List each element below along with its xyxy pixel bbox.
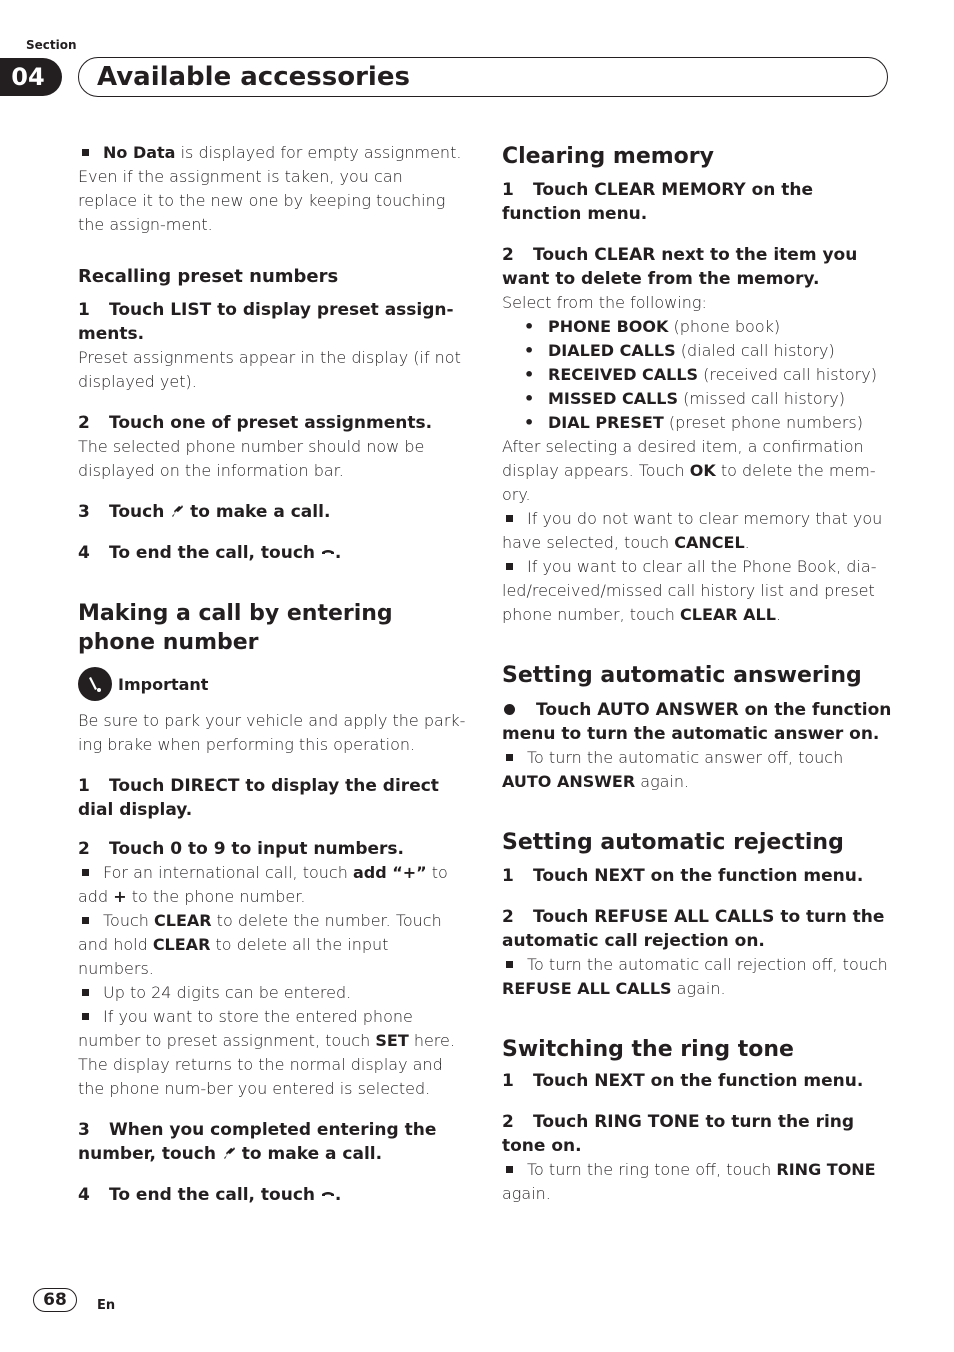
para-text: After selecting a desired item, a confirmation display appears. Touch (502, 437, 864, 480)
step-number: 4 (78, 1185, 90, 1205)
step-text: Touch LIST to display preset assign-ments. (78, 300, 454, 344)
note-term: REFUSE ALL CALLS (502, 979, 672, 998)
clear-option-received-calls (502, 363, 892, 387)
note-text: If you want to store the entered phone number to preset assignment, touch (78, 1007, 413, 1050)
note-text: is displayed for empty assignment. (175, 143, 462, 162)
clear-after-paragraph (502, 435, 892, 507)
note-square-icon (506, 754, 513, 761)
clear-option-missed-calls (502, 387, 892, 411)
make-step-1 (78, 774, 466, 822)
ok-term: OK (689, 461, 716, 480)
phone-hangup-icon (321, 1187, 335, 1201)
note-term: SET (375, 1031, 409, 1050)
page-title (78, 57, 888, 97)
bullet-icon: • (524, 365, 535, 384)
option-term: DIALED CALLS (548, 341, 676, 360)
important-paragraph: Be sure to park your vehicle and apply the park-ing brake when performing this operation. (78, 711, 466, 754)
bullet-icon: • (524, 317, 535, 336)
step-number: 1 (502, 866, 514, 886)
note-text: If you do not want to clear memory that you have selected, touch (502, 509, 883, 552)
step-number: 2 (502, 907, 514, 927)
make-step-4 (78, 1183, 466, 1207)
no-data-term: No Data (103, 143, 176, 162)
note-term: AUTO ANSWER (502, 772, 636, 791)
step-text: Touch RING TONE to turn the ring tone on. (502, 1112, 855, 1156)
step-text: Touch CLEAR MEMORY on the function menu. (502, 180, 814, 224)
recall-step-3 (78, 500, 466, 524)
option-desc: (phone book) (668, 317, 781, 336)
step-number: 3 (78, 502, 90, 522)
note-text: . (744, 533, 750, 552)
step-number: 1 (78, 300, 90, 320)
step-number: 2 (78, 413, 90, 433)
note-square-icon (82, 917, 89, 924)
ring-note (502, 1158, 892, 1206)
make-note-4 (78, 1005, 466, 1101)
reject-note (502, 953, 892, 1001)
step-number: 2 (502, 245, 514, 265)
note-text: here. The display returns to the normal display and the phone num-ber you entered is selected. (78, 1031, 455, 1098)
note-text: . (775, 605, 782, 624)
clear-option-phone-book (502, 315, 892, 339)
option-desc: (preset phone numbers) (663, 413, 864, 432)
recall-step-1 (78, 298, 466, 346)
phone-hangup-icon (321, 545, 335, 559)
step-number: 1 (502, 180, 514, 200)
ring-step-2 (502, 1110, 892, 1158)
step-text: Touch DIRECT to display the direct dial display. (78, 776, 439, 820)
note-text: to delete all the input numbers. (78, 935, 389, 978)
recall-step-2-desc: The selected phone number should now be displayed on the information bar. (78, 437, 425, 480)
reject-step-1 (502, 864, 892, 888)
make-step-3 (78, 1118, 466, 1166)
step-text: Touch CLEAR next to the item you want to delete from the memory. (502, 245, 858, 289)
step-text: To end the call, touch (109, 1185, 321, 1205)
phone-call-icon (170, 504, 184, 518)
clearing-memory-heading: Clearing memory (502, 144, 714, 169)
note-term: CANCEL (674, 533, 745, 552)
note-text: To turn the ring tone off, touch (527, 1160, 777, 1179)
step-number: 1 (78, 776, 90, 796)
para-text: to delete the mem-ory. (502, 461, 876, 504)
option-term: DIAL PRESET (548, 413, 664, 432)
note-square-icon (82, 149, 89, 156)
note-term: CLEAR ALL (680, 605, 776, 624)
language-label: En (97, 1298, 116, 1313)
page-title-text: Available accessories (97, 62, 410, 92)
step-text: Touch REFUSE ALL CALLS to turn the automatic call rejection on. (502, 907, 885, 951)
note-term: CLEAR (154, 911, 212, 930)
note-text: Up to 24 digits can be entered. (103, 983, 352, 1002)
step-text-end: . (334, 1185, 342, 1205)
make-note-3 (78, 981, 466, 1005)
auto-answer-heading: Setting automatic answering (502, 663, 862, 688)
option-term: PHONE BOOK (548, 317, 669, 336)
making-call-heading: Making a call by entering phone number (78, 601, 393, 655)
note-square-icon (506, 1166, 513, 1173)
clear-option-dialed-calls (502, 339, 892, 363)
step-number: 1 (502, 1071, 514, 1091)
step-text-end: to make a call. (184, 502, 331, 522)
page-number: 68 (33, 1288, 77, 1312)
note-square-icon (506, 563, 513, 570)
step-text: Touch NEXT on the function menu. (533, 866, 864, 886)
ring-step-1 (502, 1069, 892, 1093)
note-text: If you want to clear all the Phone Book, dia-led/received/missed call history list and preset phone number, touch (502, 557, 877, 624)
auto-reject-heading: Setting automatic rejecting (502, 830, 844, 855)
step-text-end: to make a call. (235, 1144, 383, 1164)
note-text: For an international call, touch (103, 863, 353, 882)
clear-option-dial-preset (502, 411, 892, 435)
note-term: CLEAR (152, 935, 211, 954)
step-text: Touch (109, 502, 171, 522)
ring-tone-heading: Switching the ring tone (502, 1037, 794, 1062)
bullet-icon: • (524, 389, 535, 408)
option-term: MISSED CALLS (548, 389, 679, 408)
left-column (78, 128, 466, 1207)
note-text: to delete the number. Touch and hold (78, 911, 442, 954)
note-square-icon (506, 515, 513, 522)
section-label: Section (26, 38, 77, 52)
auto-answer-note (502, 746, 892, 794)
step-number: 4 (78, 543, 90, 563)
note-term: add “+” (352, 863, 427, 882)
auto-answer-step (502, 698, 892, 746)
note-term: RING TONE (776, 1160, 876, 1179)
clear-step-2 (502, 243, 892, 291)
step-number: 2 (502, 1112, 514, 1132)
intro-paragraph: Even if the assignment is taken, you can replace it to the new one by keeping touching the assign-ment. (78, 167, 446, 234)
clear-select-text: Select from the following: (502, 293, 707, 312)
note-text: to add (78, 863, 448, 906)
option-desc: (dialed call history) (675, 341, 835, 360)
step-text: Touch 0 to 9 to input numbers. (109, 839, 404, 859)
note-text: To turn the automatic answer off, touch (527, 748, 844, 767)
note-text: again. (671, 979, 726, 998)
clear-step-1 (502, 178, 892, 226)
note-text: again. (502, 1184, 551, 1203)
note-term: + (113, 887, 127, 906)
right-column (502, 128, 892, 1206)
make-note-1 (78, 861, 466, 909)
step-text: Touch one of preset assignments. (109, 413, 433, 433)
option-term: RECEIVED CALLS (548, 365, 699, 384)
phone-call-icon (222, 1146, 236, 1160)
note-no-data (78, 141, 466, 165)
section-number-badge: 04 (0, 58, 62, 96)
bullet-icon: • (524, 341, 535, 360)
important-exclamation-icon (78, 667, 112, 701)
note-text: Touch (103, 911, 155, 930)
clear-note-1 (502, 507, 892, 555)
note-square-icon (506, 961, 513, 968)
step-text: To end the call, touch (109, 543, 321, 563)
recall-step-1-desc: Preset assignments appear in the display (if not displayed yet). (78, 348, 461, 391)
step-number: 3 (78, 1120, 90, 1140)
note-text: To turn the automatic call rejection off, touch (527, 955, 888, 974)
recall-step-4 (78, 541, 466, 565)
step-text: Touch AUTO ANSWER on the function menu to turn the automatic answer on. (502, 700, 892, 744)
bullet-dot-icon (504, 704, 515, 715)
make-step-2 (78, 837, 466, 861)
step-number: 2 (78, 839, 90, 859)
note-text: again. (635, 772, 690, 791)
note-square-icon (82, 869, 89, 876)
step-text-end: . (334, 543, 342, 563)
option-desc: (received call history) (698, 365, 877, 384)
important-callout (78, 667, 466, 701)
step-text: Touch NEXT on the function menu. (533, 1071, 864, 1091)
note-text: to the phone number. (126, 887, 306, 906)
clear-note-2 (502, 555, 892, 627)
recall-step-2 (78, 411, 466, 435)
step-text: When you completed entering the number, touch (78, 1120, 437, 1164)
option-desc: (missed call history) (678, 389, 845, 408)
bullet-icon: • (524, 413, 535, 432)
note-square-icon (82, 989, 89, 996)
recalling-heading: Recalling preset numbers (78, 266, 339, 287)
note-square-icon (82, 1013, 89, 1020)
reject-step-2 (502, 905, 892, 953)
important-label: Important (118, 674, 209, 694)
make-note-2 (78, 909, 466, 981)
